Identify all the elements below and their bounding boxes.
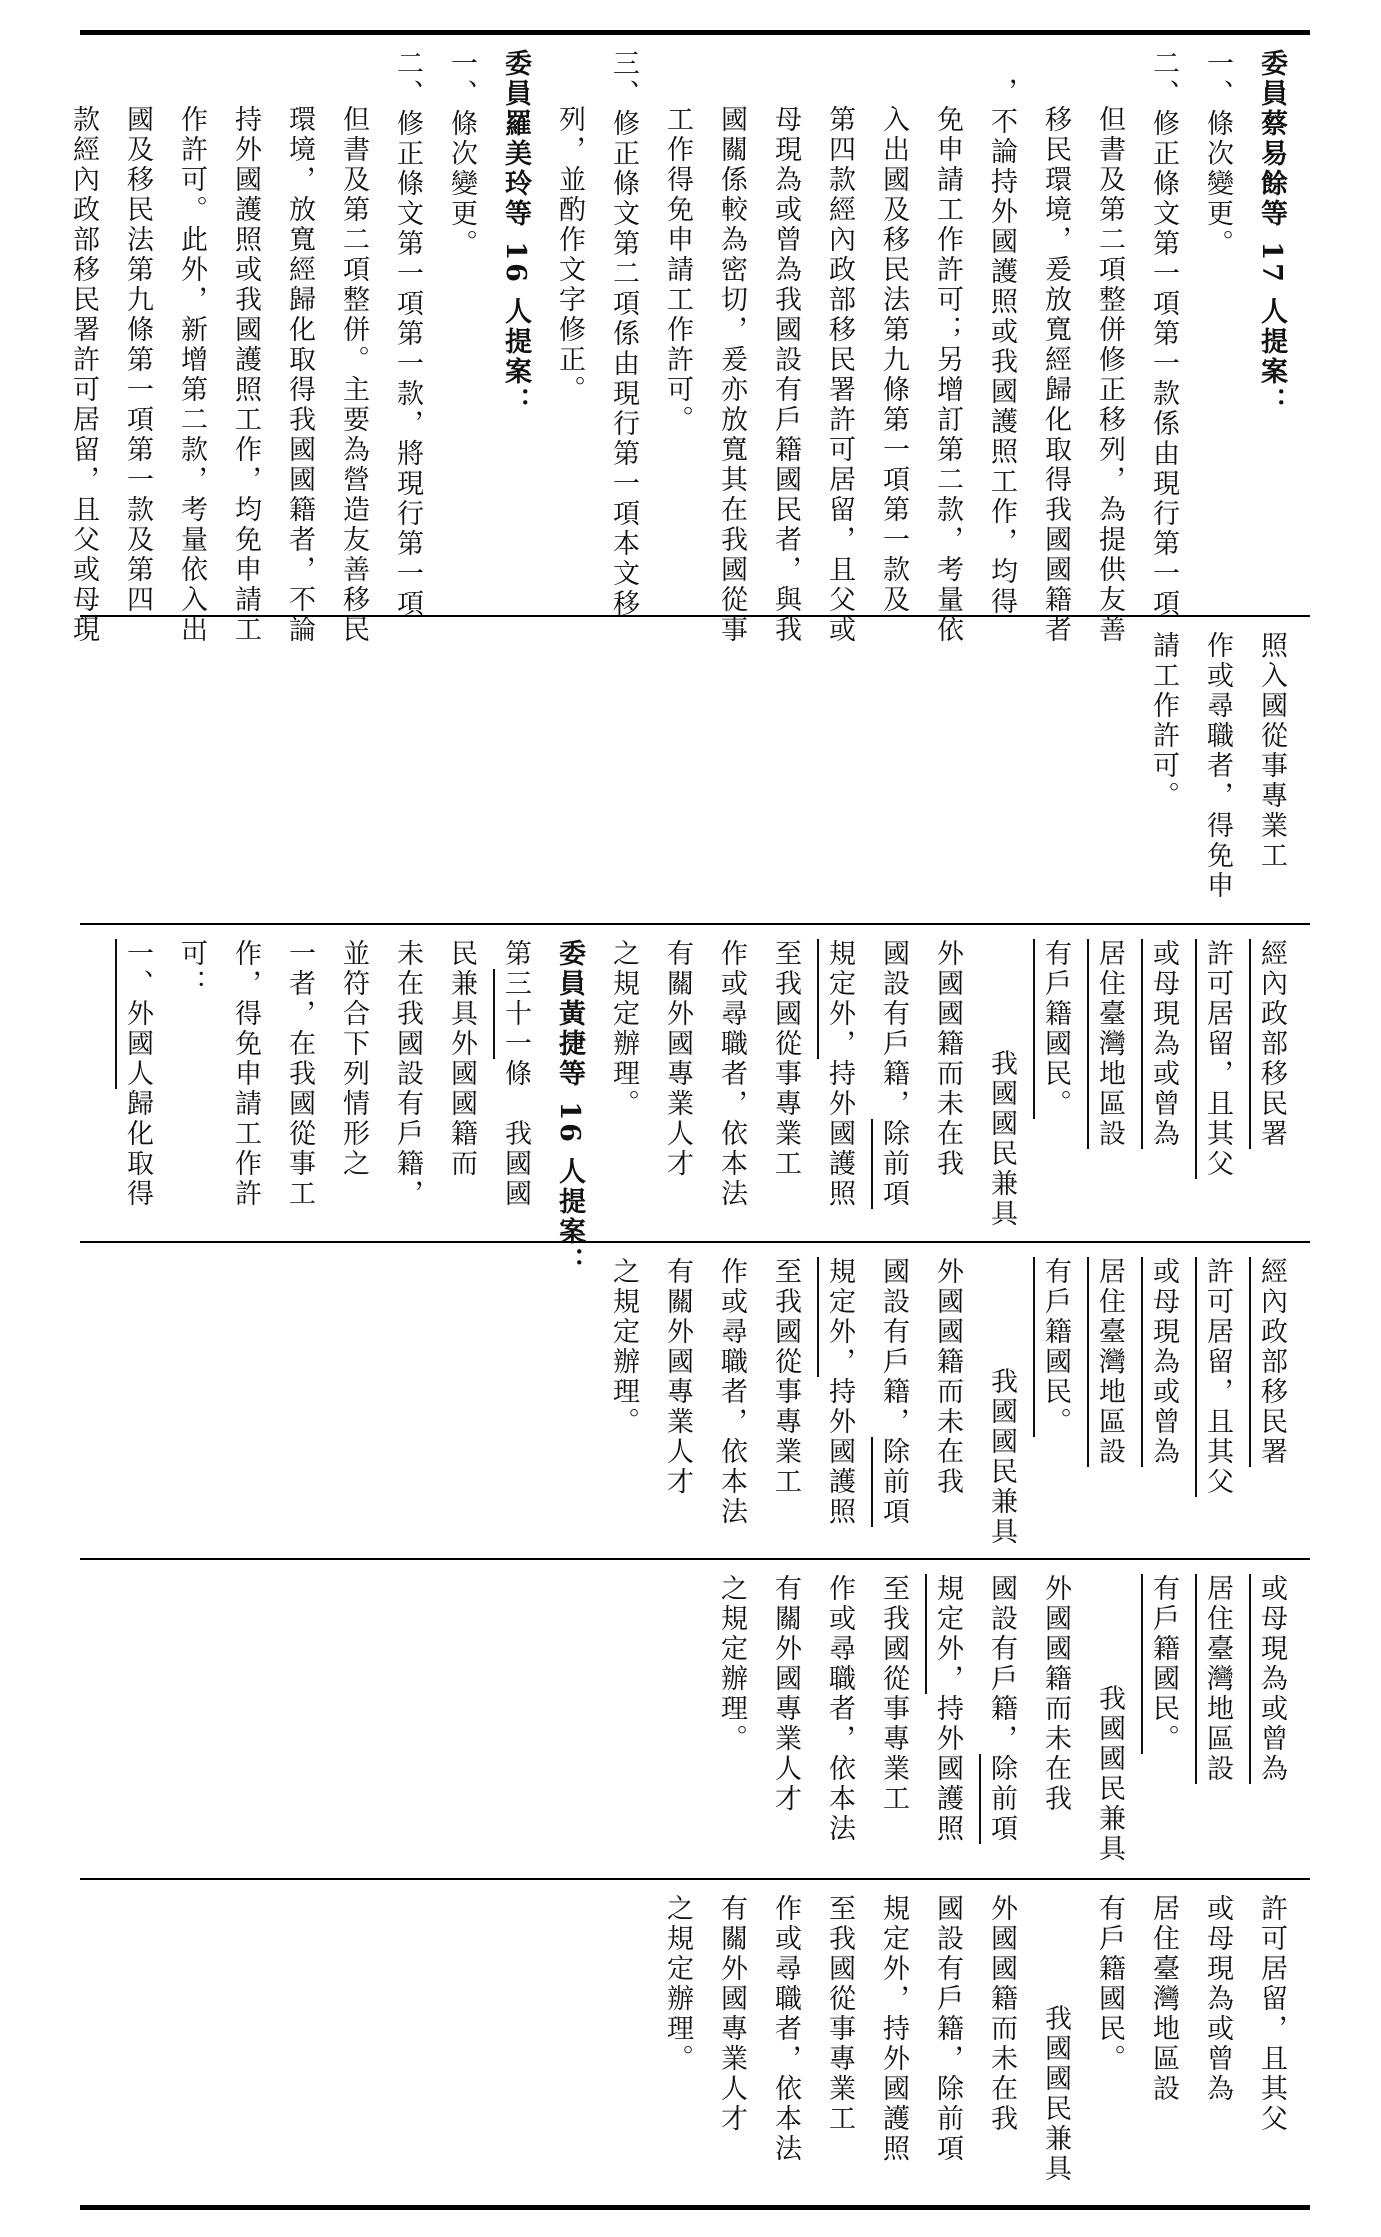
- text-line: 有戶籍國民。: [1094, 1894, 1125, 2074]
- section-2-text: [92, 1574, 1298, 1868]
- text-line: 持外國護照或我國護照工作，均免申請工: [230, 105, 261, 645]
- text-line: 許可居留，且其父: [1256, 1894, 1287, 2134]
- text-line: 作許可。此外，新增第二款，考量依入出: [176, 105, 207, 645]
- text-line: 入出國及移民法第九條第一項第一款及: [878, 105, 909, 615]
- column-divider: [80, 1241, 1310, 1243]
- text-line: 作或尋職者，依本法: [770, 1894, 801, 2164]
- text-line: 外國國籍而未在我: [986, 1894, 1017, 2134]
- text-line: 至我國從事專業工: [824, 1894, 855, 2134]
- text-line: 至我國從事專業工: [770, 939, 801, 1179]
- text-line: 我國國民兼具: [986, 1367, 1017, 1547]
- text-line: 規定外，持外國護照: [824, 939, 855, 1209]
- section-1-text: [92, 1894, 1298, 2192]
- section-5-column: [80, 617, 1310, 923]
- text-line: 移民環境，爰放寬經歸化取得我國國籍者: [1040, 105, 1071, 645]
- text-line: 至我國從事專業工: [770, 1257, 801, 1497]
- section-4-column: [80, 925, 1310, 1278]
- text-line: 作或尋職者，依本法: [824, 1574, 855, 1844]
- text-line: 或母現為或曾為: [1148, 1257, 1179, 1467]
- text-line: 居住臺灣地區設: [1094, 939, 1125, 1149]
- text-line: 一、條次變更。: [1202, 49, 1233, 259]
- text-line: 未在我國設有戶籍，: [392, 939, 423, 1209]
- text-line: 許可居留，且其父: [1202, 1257, 1233, 1497]
- text-line: 作或尋職者，依本法: [716, 939, 747, 1209]
- text-line: 至我國從事專業工: [878, 1574, 909, 1814]
- text-line: 我國國民兼具: [1040, 2004, 1071, 2184]
- text-line: 有關外國專業人才: [716, 1894, 747, 2134]
- text-line: 居住臺灣地區設: [1148, 1894, 1179, 2104]
- text-line: 或母現為或曾為: [1256, 1574, 1287, 1784]
- text-line: 居住臺灣地區設: [1094, 1257, 1125, 1467]
- text-line: 或母現為或曾為: [1202, 1894, 1233, 2104]
- text-line: 經內政部移民署: [1256, 1257, 1287, 1467]
- section-1-column: [80, 1880, 1310, 2202]
- text-line: 工作得免申請工作許可。: [662, 105, 693, 435]
- text-line: 一、外國人歸化取得: [122, 939, 153, 1209]
- column-divider: [80, 923, 1310, 925]
- text-line: 但書及第二項整併。主要為營造友善移民: [338, 105, 369, 645]
- text-line: 外國國籍而未在我: [932, 939, 963, 1179]
- text-line: 規定外，持外國護照: [824, 1257, 855, 1527]
- text-line: 外國國籍而未在我: [932, 1257, 963, 1497]
- section-6-column: [68, 35, 1310, 645]
- text-line: 國設有戶籍，除前項: [986, 1574, 1017, 1844]
- proposal-heading: 委員黃捷等 16 人提案：: [554, 939, 585, 1278]
- text-line: 國關係較為密切，爰亦放寬其在我國從事: [716, 105, 747, 645]
- text-line: 有關外國專業人才: [770, 1574, 801, 1814]
- text-line: 或母現為或曾為: [1148, 939, 1179, 1149]
- section-3-text: [92, 1257, 1298, 1548]
- text-line: 環境，放寬經歸化取得我國國籍者，不論: [284, 105, 315, 645]
- text-line: 但書及第二項整併修正移列，為提供友善: [1094, 105, 1125, 645]
- text-line: 國及移民法第九條第一項第一款及第四: [122, 105, 153, 615]
- text-line: 款經內政部移民署許可居留，且父或母現: [68, 105, 99, 645]
- text-line: 免申請工作許可；另增訂第二款，考量依: [932, 105, 963, 645]
- text-line: 三、修正條文第二項係由現行第一項本文移: [608, 49, 639, 619]
- text-line: 外國國籍而未在我: [1040, 1574, 1071, 1814]
- text-line: 規定外，持外國護照: [878, 1894, 909, 2164]
- text-line: 一者，在我國從事工: [284, 939, 315, 1209]
- text-line: 有戶籍國民。: [1040, 1257, 1071, 1437]
- text-line: 母現為或曾為我國設有戶籍國民者，與我: [770, 105, 801, 645]
- text-line: 民兼具外國國籍而: [446, 939, 477, 1179]
- section-4-text: [92, 939, 1298, 1278]
- text-line: 規定外，持外國護照: [932, 1574, 963, 1844]
- text-line: 二、修正條文第一項第一款係由現行第一項: [1148, 49, 1179, 619]
- text-line: 我國國民兼具: [1094, 1684, 1125, 1864]
- section-5-text: [92, 631, 1298, 913]
- text-line: 有戶籍國民。: [1148, 1574, 1179, 1754]
- column-divider: [80, 1558, 1310, 1560]
- text-line: 作，得免申請工作許: [230, 939, 261, 1209]
- section-6-text: [68, 49, 1298, 645]
- text-line: 我國國民兼具: [986, 1049, 1017, 1229]
- text-line: ，不論持外國護照或我國護照工作，均得: [986, 77, 1017, 617]
- text-line: 列，並酌作文字修正。: [554, 105, 585, 405]
- text-line: 國設有戶籍，除前項: [878, 1257, 909, 1527]
- text-line: 二、修正條文第一項第一款，將現行第一項: [392, 49, 423, 619]
- column-divider: [80, 1878, 1310, 1880]
- bottom-rule: [80, 2205, 1310, 2210]
- text-line: 有關外國專業人才: [662, 1257, 693, 1497]
- text-line: 之規定辦理。: [608, 939, 639, 1119]
- section-2-column: [80, 1560, 1310, 1878]
- text-line: 作或尋職者，依本法: [716, 1257, 747, 1527]
- text-line: 之規定辦理。: [716, 1574, 747, 1754]
- text-line: 有關外國專業人才: [662, 939, 693, 1179]
- text-line: 可：: [176, 939, 207, 999]
- text-line: 第三十一條 我國國: [500, 939, 531, 1209]
- section-3-column: [80, 1243, 1310, 1558]
- text-line: 請工作許可。: [1148, 631, 1179, 811]
- text-line: 許可居留，且其父: [1202, 939, 1233, 1179]
- text-line: 國設有戶籍，除前項: [932, 1894, 963, 2164]
- text-line: 第四款經內政部移民署許可居留，且父或: [824, 105, 855, 645]
- text-line: 並符合下列情形之: [338, 939, 369, 1179]
- text-line: 之規定辦理。: [662, 1894, 693, 2074]
- text-line: 經內政部移民署: [1256, 939, 1287, 1149]
- text-line: 照入國從事專業工: [1256, 631, 1287, 871]
- proposal-heading: 委員蔡易餘等 17 人提案：: [1256, 49, 1287, 418]
- proposal-heading: 委員羅美玲等 16 人提案：: [500, 49, 531, 418]
- text-line: 國設有戶籍，除前項: [878, 939, 909, 1209]
- text-line: 之規定辦理。: [608, 1257, 639, 1437]
- text-line: 一、條次變更。: [446, 49, 477, 259]
- text-line: 作或尋職者，得免申: [1202, 631, 1233, 901]
- text-line: 居住臺灣地區設: [1202, 1574, 1233, 1784]
- text-line: 有戶籍國民。: [1040, 939, 1071, 1119]
